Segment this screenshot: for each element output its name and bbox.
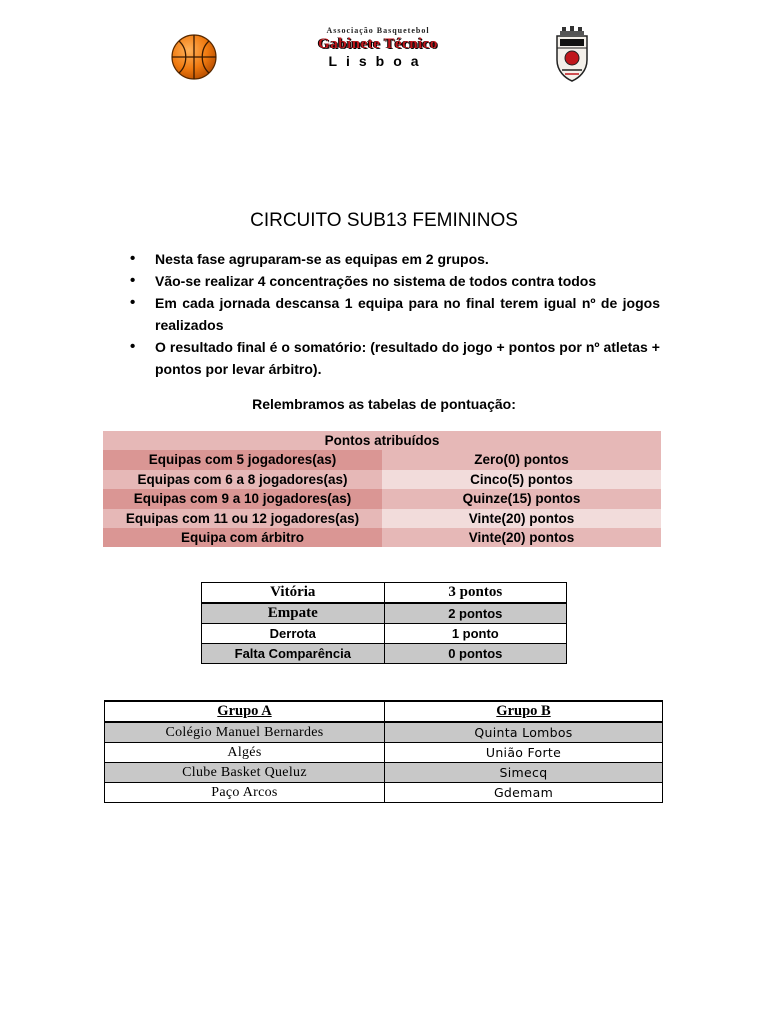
groups-row [105, 722, 663, 743]
result-label: Derrota [202, 624, 385, 644]
points-row-label: Equipas com 6 a 8 jogadores(as) [103, 470, 382, 489]
group-a-team: Colégio Manuel Bernardes [105, 722, 385, 743]
result-points: 2 pontos [384, 603, 566, 624]
result-label: Vitória [202, 583, 385, 604]
points-table-row [103, 470, 661, 489]
info-bullet-list [130, 248, 660, 380]
points-row-value: Vinte(20) pontos [382, 509, 661, 528]
result-points-table [201, 582, 567, 664]
assoc-logo-line1: Associação Basquetebol [326, 26, 430, 35]
result-points: 3 pontos [384, 583, 566, 604]
result-label: Empate [202, 603, 385, 624]
groups-header-row [105, 701, 663, 722]
points-table-header-label: Pontos atribuídos [324, 433, 440, 448]
result-row [202, 603, 567, 624]
points-table [103, 431, 661, 547]
points-row-value: Cinco(5) pontos [382, 470, 661, 489]
points-row-value: Vinte(20) pontos [382, 528, 661, 547]
bullet-item: • Vão-se realizar 4 concentrações no sistema de todos contra todos [130, 270, 660, 292]
result-points: 1 ponto [384, 624, 566, 644]
assoc-logo-line3: Lisboa [328, 53, 428, 69]
association-logo [316, 26, 440, 80]
points-row-label: Equipas com 5 jogadores(as) [103, 450, 382, 469]
result-label: Falta Comparência [202, 644, 385, 664]
points-table-row [103, 489, 661, 508]
group-b-team: Quinta Lombos [385, 722, 663, 743]
points-table-row [103, 509, 661, 528]
points-row-value: Quinze(15) pontos [382, 489, 661, 508]
recall-text: Relembramos as tabelas de pontuação: [252, 396, 516, 412]
points-row-label: Equipas com 9 a 10 jogadores(as) [103, 489, 382, 508]
group-b-team: Simecq [385, 763, 663, 783]
bullet-item: • Em cada jornada descansa 1 equipa para no final terem igual nº de jogos realizados [130, 292, 660, 336]
points-table-row [103, 528, 661, 547]
result-row [202, 583, 567, 604]
assoc-logo-line2: Gabinete Técnico [318, 36, 438, 52]
groups-row [105, 743, 663, 763]
bullet-item: • O resultado final é o somatório: (resultado do jogo + pontos por nº atletas + pontos por levar árbitro). [130, 336, 660, 380]
result-row [202, 644, 567, 664]
group-b-team: União Forte [385, 743, 663, 763]
bullet-item: • Nesta fase agruparam-se as equipas em 2 grupos. [130, 248, 660, 270]
groups-table [104, 700, 663, 803]
group-a-team: Algés [105, 743, 385, 763]
points-table-header [103, 431, 661, 450]
points-row-value: Zero(0) pontos [382, 450, 661, 469]
group-a-team: Clube Basket Queluz [105, 763, 385, 783]
result-points: 0 pontos [384, 644, 566, 664]
group-a-team: Paço Arcos [105, 783, 385, 803]
groups-row [105, 763, 663, 783]
group-b-team: Gdemam [385, 783, 663, 803]
result-row [202, 624, 567, 644]
points-table-row [103, 450, 661, 469]
page-title: CIRCUITO SUB13 FEMININOS [250, 210, 518, 231]
points-row-label: Equipa com árbitro [103, 528, 382, 547]
group-b-header: Grupo B [385, 701, 663, 722]
group-a-header: Grupo A [105, 701, 385, 722]
basketball-icon [170, 33, 218, 81]
club-crest-icon [554, 26, 590, 82]
groups-row [105, 783, 663, 803]
points-row-label: Equipas com 11 ou 12 jogadores(as) [103, 509, 382, 528]
